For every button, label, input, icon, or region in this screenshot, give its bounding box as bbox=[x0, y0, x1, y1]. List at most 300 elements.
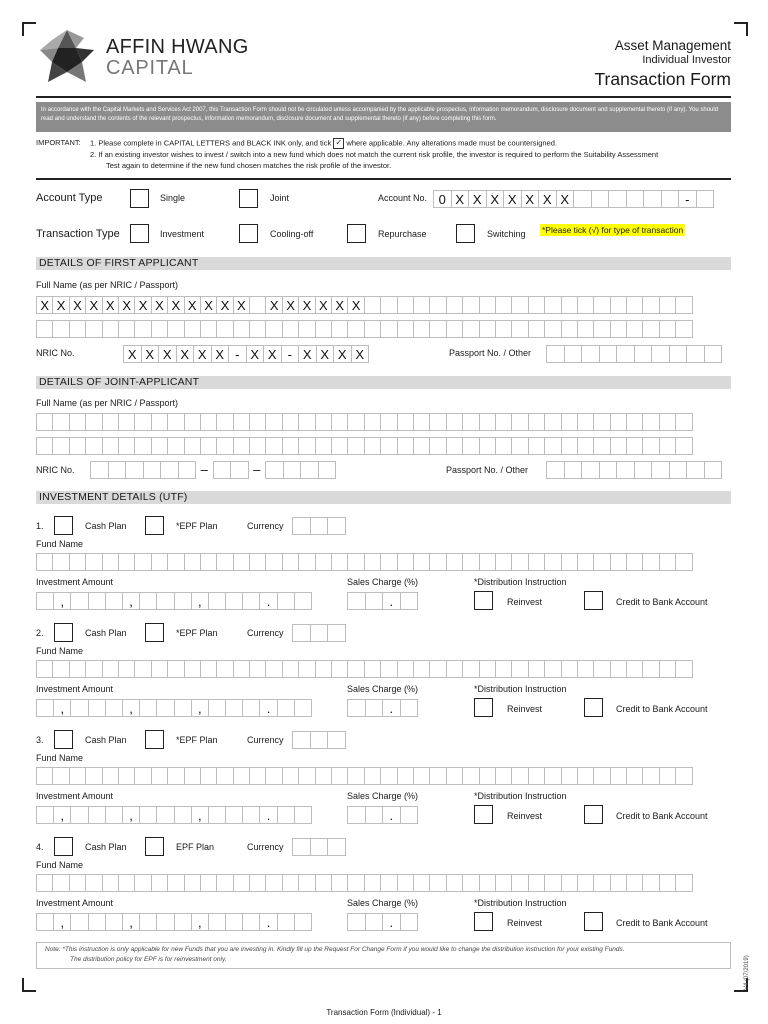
char-box[interactable] bbox=[511, 296, 528, 314]
char-box[interactable] bbox=[479, 296, 496, 314]
char-box[interactable] bbox=[495, 413, 512, 431]
char-box[interactable] bbox=[577, 296, 594, 314]
char-box[interactable] bbox=[642, 553, 659, 571]
char-box[interactable] bbox=[200, 437, 217, 455]
char-box[interactable]: , bbox=[53, 913, 71, 931]
char-box[interactable] bbox=[616, 345, 635, 363]
char-box[interactable] bbox=[331, 437, 348, 455]
char-box[interactable] bbox=[544, 437, 561, 455]
char-box[interactable] bbox=[292, 624, 311, 642]
char-box[interactable] bbox=[593, 874, 610, 892]
char-box[interactable] bbox=[462, 413, 479, 431]
char-box[interactable] bbox=[400, 913, 419, 931]
char-box[interactable] bbox=[216, 553, 233, 571]
char-box[interactable] bbox=[546, 345, 565, 363]
char-box[interactable]: 0 bbox=[433, 190, 452, 208]
char-box[interactable] bbox=[704, 461, 723, 479]
first-nric-field[interactable] bbox=[123, 345, 369, 363]
char-box[interactable] bbox=[156, 699, 174, 717]
char-box[interactable] bbox=[156, 592, 174, 610]
char-box[interactable] bbox=[626, 553, 643, 571]
char-box[interactable] bbox=[315, 660, 332, 678]
char-box[interactable] bbox=[70, 806, 88, 824]
char-box[interactable] bbox=[380, 874, 397, 892]
char-box[interactable] bbox=[511, 320, 528, 338]
char-box[interactable] bbox=[347, 437, 364, 455]
char-box[interactable] bbox=[216, 874, 233, 892]
char-box[interactable] bbox=[310, 731, 329, 749]
char-box[interactable] bbox=[300, 461, 319, 479]
char-box[interactable]: , bbox=[191, 806, 209, 824]
char-box[interactable] bbox=[167, 660, 184, 678]
char-box[interactable] bbox=[561, 437, 578, 455]
char-box[interactable] bbox=[577, 874, 594, 892]
char-box[interactable] bbox=[85, 437, 102, 455]
char-box[interactable] bbox=[174, 592, 192, 610]
char-box[interactable] bbox=[36, 413, 53, 431]
char-box[interactable]: X bbox=[36, 296, 53, 314]
char-box[interactable]: , bbox=[122, 806, 140, 824]
investment-amount-field[interactable] bbox=[36, 592, 312, 610]
char-box[interactable] bbox=[277, 806, 295, 824]
joint-nric-field[interactable] bbox=[90, 461, 336, 479]
char-box[interactable] bbox=[242, 699, 260, 717]
char-box[interactable] bbox=[102, 413, 119, 431]
char-box[interactable] bbox=[225, 806, 243, 824]
char-box[interactable]: X bbox=[298, 345, 317, 363]
char-box[interactable] bbox=[118, 413, 135, 431]
char-box[interactable] bbox=[184, 320, 201, 338]
char-box[interactable] bbox=[675, 437, 692, 455]
char-box[interactable] bbox=[347, 806, 366, 824]
reinvest-checkbox[interactable] bbox=[474, 591, 493, 610]
char-box[interactable]: X bbox=[503, 190, 522, 208]
char-box[interactable] bbox=[675, 767, 692, 785]
char-box[interactable] bbox=[380, 660, 397, 678]
char-box[interactable] bbox=[634, 345, 653, 363]
epf-plan-checkbox[interactable] bbox=[145, 516, 164, 535]
reinvest-checkbox[interactable] bbox=[474, 805, 493, 824]
char-box[interactable] bbox=[479, 553, 496, 571]
char-box[interactable] bbox=[528, 767, 545, 785]
char-box[interactable] bbox=[327, 624, 346, 642]
currency-field[interactable] bbox=[292, 838, 346, 856]
char-box[interactable] bbox=[546, 461, 565, 479]
char-box[interactable] bbox=[593, 660, 610, 678]
char-box[interactable] bbox=[184, 413, 201, 431]
char-box[interactable] bbox=[118, 767, 135, 785]
char-box[interactable] bbox=[52, 413, 69, 431]
char-box[interactable] bbox=[208, 592, 226, 610]
char-box[interactable] bbox=[686, 461, 705, 479]
char-box[interactable] bbox=[577, 320, 594, 338]
char-box[interactable] bbox=[143, 461, 162, 479]
char-box[interactable] bbox=[397, 437, 414, 455]
char-box[interactable] bbox=[294, 592, 312, 610]
char-box[interactable] bbox=[380, 413, 397, 431]
char-box[interactable] bbox=[413, 296, 430, 314]
char-box[interactable] bbox=[105, 592, 123, 610]
char-box[interactable] bbox=[310, 624, 329, 642]
char-box[interactable] bbox=[511, 437, 528, 455]
txn-repurchase-checkbox[interactable] bbox=[347, 224, 366, 243]
char-box[interactable] bbox=[200, 320, 217, 338]
char-box[interactable] bbox=[610, 767, 627, 785]
char-box[interactable] bbox=[495, 660, 512, 678]
char-box[interactable] bbox=[70, 913, 88, 931]
char-box[interactable] bbox=[686, 345, 705, 363]
char-box[interactable]: X bbox=[211, 345, 230, 363]
char-box[interactable]: , bbox=[53, 806, 71, 824]
char-box[interactable] bbox=[544, 553, 561, 571]
char-box[interactable] bbox=[577, 553, 594, 571]
char-box[interactable] bbox=[167, 320, 184, 338]
char-box[interactable] bbox=[282, 413, 299, 431]
char-box[interactable] bbox=[661, 190, 680, 208]
char-box[interactable]: . bbox=[259, 699, 277, 717]
char-box[interactable] bbox=[365, 806, 384, 824]
char-box[interactable] bbox=[429, 553, 446, 571]
char-box[interactable] bbox=[139, 699, 157, 717]
char-box[interactable]: , bbox=[191, 592, 209, 610]
char-box[interactable] bbox=[283, 461, 302, 479]
char-box[interactable]: X bbox=[316, 345, 335, 363]
char-box[interactable]: X bbox=[134, 296, 151, 314]
reinvest-checkbox[interactable] bbox=[474, 912, 493, 931]
char-box[interactable] bbox=[265, 553, 282, 571]
char-box[interactable] bbox=[265, 437, 282, 455]
char-box[interactable] bbox=[561, 874, 578, 892]
char-box[interactable] bbox=[249, 296, 266, 314]
char-box[interactable] bbox=[102, 874, 119, 892]
char-box[interactable] bbox=[315, 413, 332, 431]
char-box[interactable] bbox=[292, 731, 311, 749]
char-box[interactable] bbox=[151, 874, 168, 892]
char-box[interactable]: X bbox=[52, 296, 69, 314]
char-box[interactable] bbox=[564, 461, 583, 479]
char-box[interactable] bbox=[364, 660, 381, 678]
char-box[interactable] bbox=[233, 660, 250, 678]
char-box[interactable] bbox=[233, 320, 250, 338]
char-box[interactable] bbox=[642, 874, 659, 892]
char-box[interactable]: X bbox=[347, 296, 364, 314]
char-box[interactable] bbox=[265, 660, 282, 678]
char-box[interactable] bbox=[265, 767, 282, 785]
char-box[interactable] bbox=[118, 553, 135, 571]
char-box[interactable] bbox=[200, 553, 217, 571]
char-box[interactable] bbox=[85, 413, 102, 431]
char-box[interactable] bbox=[174, 806, 192, 824]
cash-plan-checkbox[interactable] bbox=[54, 623, 73, 642]
char-box[interactable] bbox=[36, 437, 53, 455]
char-box[interactable] bbox=[282, 320, 299, 338]
char-box[interactable] bbox=[610, 437, 627, 455]
char-box[interactable] bbox=[216, 320, 233, 338]
char-box[interactable] bbox=[364, 553, 381, 571]
char-box[interactable] bbox=[413, 553, 430, 571]
char-box[interactable] bbox=[380, 437, 397, 455]
char-box[interactable] bbox=[429, 437, 446, 455]
char-box[interactable] bbox=[528, 413, 545, 431]
char-box[interactable] bbox=[184, 437, 201, 455]
char-box[interactable] bbox=[413, 660, 430, 678]
char-box[interactable] bbox=[315, 874, 332, 892]
char-box[interactable] bbox=[581, 461, 600, 479]
char-box[interactable] bbox=[85, 767, 102, 785]
char-box[interactable] bbox=[561, 767, 578, 785]
char-box[interactable] bbox=[134, 874, 151, 892]
char-box[interactable] bbox=[347, 913, 366, 931]
char-box[interactable] bbox=[151, 553, 168, 571]
char-box[interactable] bbox=[462, 320, 479, 338]
char-box[interactable] bbox=[282, 767, 299, 785]
sales-charge-field[interactable] bbox=[347, 592, 418, 610]
char-box[interactable] bbox=[659, 767, 676, 785]
char-box[interactable] bbox=[265, 413, 282, 431]
char-box[interactable] bbox=[69, 660, 86, 678]
char-box[interactable] bbox=[242, 806, 260, 824]
char-box[interactable]: X bbox=[167, 296, 184, 314]
char-box[interactable] bbox=[544, 320, 561, 338]
char-box[interactable] bbox=[184, 767, 201, 785]
currency-field[interactable] bbox=[292, 731, 346, 749]
char-box[interactable] bbox=[364, 296, 381, 314]
char-box[interactable]: X bbox=[69, 296, 86, 314]
char-box[interactable] bbox=[397, 413, 414, 431]
char-box[interactable] bbox=[675, 296, 692, 314]
char-box[interactable] bbox=[528, 660, 545, 678]
char-box[interactable] bbox=[446, 320, 463, 338]
char-box[interactable] bbox=[216, 437, 233, 455]
char-box[interactable] bbox=[200, 660, 217, 678]
char-box[interactable] bbox=[479, 437, 496, 455]
char-box[interactable]: X bbox=[118, 296, 135, 314]
char-box[interactable] bbox=[704, 345, 723, 363]
char-box[interactable] bbox=[642, 660, 659, 678]
char-box[interactable] bbox=[577, 413, 594, 431]
char-box[interactable] bbox=[36, 553, 53, 571]
char-box[interactable] bbox=[167, 553, 184, 571]
char-box[interactable] bbox=[134, 660, 151, 678]
char-box[interactable] bbox=[331, 320, 348, 338]
char-box[interactable] bbox=[327, 731, 346, 749]
char-box[interactable] bbox=[364, 320, 381, 338]
credit-bank-checkbox[interactable] bbox=[584, 591, 603, 610]
char-box[interactable]: X bbox=[151, 296, 168, 314]
char-box[interactable] bbox=[616, 461, 635, 479]
char-box[interactable] bbox=[151, 437, 168, 455]
char-box[interactable] bbox=[125, 461, 144, 479]
char-box[interactable] bbox=[233, 553, 250, 571]
char-box[interactable] bbox=[429, 767, 446, 785]
txn-investment-checkbox[interactable] bbox=[130, 224, 149, 243]
char-box[interactable]: , bbox=[53, 699, 71, 717]
char-box[interactable] bbox=[292, 838, 311, 856]
char-box[interactable] bbox=[659, 660, 676, 678]
char-box[interactable] bbox=[651, 345, 670, 363]
char-box[interactable] bbox=[626, 437, 643, 455]
char-box[interactable] bbox=[88, 806, 106, 824]
char-box[interactable] bbox=[400, 699, 419, 717]
fund-name-field[interactable] bbox=[36, 874, 693, 892]
char-box[interactable] bbox=[610, 874, 627, 892]
char-box[interactable] bbox=[292, 517, 311, 535]
char-box[interactable] bbox=[208, 699, 226, 717]
char-box[interactable] bbox=[88, 913, 106, 931]
char-box[interactable]: X bbox=[486, 190, 505, 208]
char-box[interactable] bbox=[90, 461, 109, 479]
credit-bank-checkbox[interactable] bbox=[584, 805, 603, 824]
investment-amount-field[interactable] bbox=[36, 806, 312, 824]
char-box[interactable] bbox=[561, 320, 578, 338]
char-box[interactable] bbox=[561, 553, 578, 571]
char-box[interactable]: . bbox=[382, 592, 401, 610]
reinvest-checkbox[interactable] bbox=[474, 698, 493, 717]
char-box[interactable] bbox=[429, 413, 446, 431]
account-no-field[interactable] bbox=[433, 190, 714, 208]
char-box[interactable] bbox=[225, 699, 243, 717]
char-box[interactable] bbox=[108, 461, 127, 479]
char-box[interactable] bbox=[564, 345, 583, 363]
fund-name-field[interactable] bbox=[36, 553, 693, 571]
char-box[interactable] bbox=[167, 413, 184, 431]
char-box[interactable] bbox=[208, 806, 226, 824]
char-box[interactable] bbox=[577, 437, 594, 455]
char-box[interactable] bbox=[134, 320, 151, 338]
char-box[interactable] bbox=[69, 437, 86, 455]
char-box[interactable] bbox=[446, 296, 463, 314]
char-box[interactable] bbox=[277, 592, 295, 610]
investment-amount-field[interactable] bbox=[36, 699, 312, 717]
char-box[interactable] bbox=[446, 413, 463, 431]
char-box[interactable] bbox=[511, 660, 528, 678]
char-box[interactable] bbox=[118, 660, 135, 678]
char-box[interactable] bbox=[134, 437, 151, 455]
char-box[interactable] bbox=[36, 320, 53, 338]
char-box[interactable] bbox=[230, 461, 249, 479]
char-box[interactable] bbox=[36, 699, 54, 717]
char-box[interactable] bbox=[310, 517, 329, 535]
char-box[interactable] bbox=[626, 320, 643, 338]
char-box[interactable] bbox=[446, 767, 463, 785]
sales-charge-field[interactable] bbox=[347, 913, 418, 931]
char-box[interactable] bbox=[397, 553, 414, 571]
char-box[interactable] bbox=[593, 413, 610, 431]
char-box[interactable]: X bbox=[200, 296, 217, 314]
char-box[interactable] bbox=[200, 413, 217, 431]
joint-passport-field[interactable] bbox=[546, 461, 722, 479]
char-box[interactable] bbox=[156, 913, 174, 931]
char-box[interactable] bbox=[331, 874, 348, 892]
char-box[interactable]: - bbox=[228, 345, 247, 363]
char-box[interactable] bbox=[610, 553, 627, 571]
char-box[interactable] bbox=[208, 913, 226, 931]
char-box[interactable] bbox=[233, 767, 250, 785]
char-box[interactable] bbox=[347, 660, 364, 678]
char-box[interactable] bbox=[669, 461, 688, 479]
char-box[interactable] bbox=[528, 553, 545, 571]
char-box[interactable]: . bbox=[259, 806, 277, 824]
char-box[interactable] bbox=[593, 553, 610, 571]
char-box[interactable] bbox=[315, 553, 332, 571]
char-box[interactable] bbox=[36, 913, 54, 931]
fund-name-field[interactable] bbox=[36, 660, 693, 678]
char-box[interactable] bbox=[118, 437, 135, 455]
char-box[interactable] bbox=[298, 553, 315, 571]
char-box[interactable] bbox=[642, 413, 659, 431]
char-box[interactable] bbox=[581, 345, 600, 363]
char-box[interactable] bbox=[429, 660, 446, 678]
char-box[interactable] bbox=[495, 767, 512, 785]
char-box[interactable] bbox=[380, 553, 397, 571]
char-box[interactable] bbox=[298, 660, 315, 678]
first-name-row-2[interactable] bbox=[36, 320, 693, 338]
char-box[interactable] bbox=[225, 592, 243, 610]
char-box[interactable] bbox=[626, 296, 643, 314]
char-box[interactable] bbox=[52, 320, 69, 338]
char-box[interactable]: X bbox=[184, 296, 201, 314]
char-box[interactable] bbox=[233, 413, 250, 431]
char-box[interactable] bbox=[105, 806, 123, 824]
char-box[interactable] bbox=[102, 437, 119, 455]
char-box[interactable]: . bbox=[259, 913, 277, 931]
char-box[interactable] bbox=[70, 699, 88, 717]
cash-plan-checkbox[interactable] bbox=[54, 730, 73, 749]
char-box[interactable] bbox=[249, 767, 266, 785]
char-box[interactable] bbox=[593, 320, 610, 338]
char-box[interactable] bbox=[69, 320, 86, 338]
char-box[interactable] bbox=[364, 437, 381, 455]
char-box[interactable] bbox=[577, 767, 594, 785]
char-box[interactable] bbox=[347, 413, 364, 431]
char-box[interactable] bbox=[643, 190, 662, 208]
char-box[interactable]: X bbox=[468, 190, 487, 208]
char-box[interactable]: X bbox=[216, 296, 233, 314]
char-box[interactable] bbox=[298, 437, 315, 455]
char-box[interactable] bbox=[429, 320, 446, 338]
char-box[interactable]: X bbox=[123, 345, 142, 363]
char-box[interactable] bbox=[327, 517, 346, 535]
epf-plan-checkbox[interactable] bbox=[145, 837, 164, 856]
char-box[interactable] bbox=[479, 767, 496, 785]
char-box[interactable] bbox=[85, 874, 102, 892]
char-box[interactable] bbox=[626, 874, 643, 892]
char-box[interactable]: X bbox=[538, 190, 557, 208]
char-box[interactable] bbox=[495, 553, 512, 571]
epf-plan-checkbox[interactable] bbox=[145, 730, 164, 749]
currency-field[interactable] bbox=[292, 624, 346, 642]
char-box[interactable] bbox=[118, 320, 135, 338]
char-box[interactable]: , bbox=[122, 913, 140, 931]
char-box[interactable] bbox=[315, 767, 332, 785]
char-box[interactable] bbox=[528, 296, 545, 314]
char-box[interactable] bbox=[626, 767, 643, 785]
char-box[interactable] bbox=[315, 437, 332, 455]
char-box[interactable] bbox=[659, 413, 676, 431]
char-box[interactable]: X bbox=[141, 345, 160, 363]
char-box[interactable] bbox=[544, 874, 561, 892]
char-box[interactable] bbox=[216, 660, 233, 678]
char-box[interactable] bbox=[573, 190, 592, 208]
char-box[interactable] bbox=[102, 320, 119, 338]
sales-charge-field[interactable] bbox=[347, 699, 418, 717]
char-box[interactable] bbox=[634, 461, 653, 479]
char-box[interactable] bbox=[216, 413, 233, 431]
char-box[interactable] bbox=[610, 413, 627, 431]
char-box[interactable] bbox=[167, 437, 184, 455]
char-box[interactable] bbox=[528, 437, 545, 455]
char-box[interactable] bbox=[365, 592, 384, 610]
